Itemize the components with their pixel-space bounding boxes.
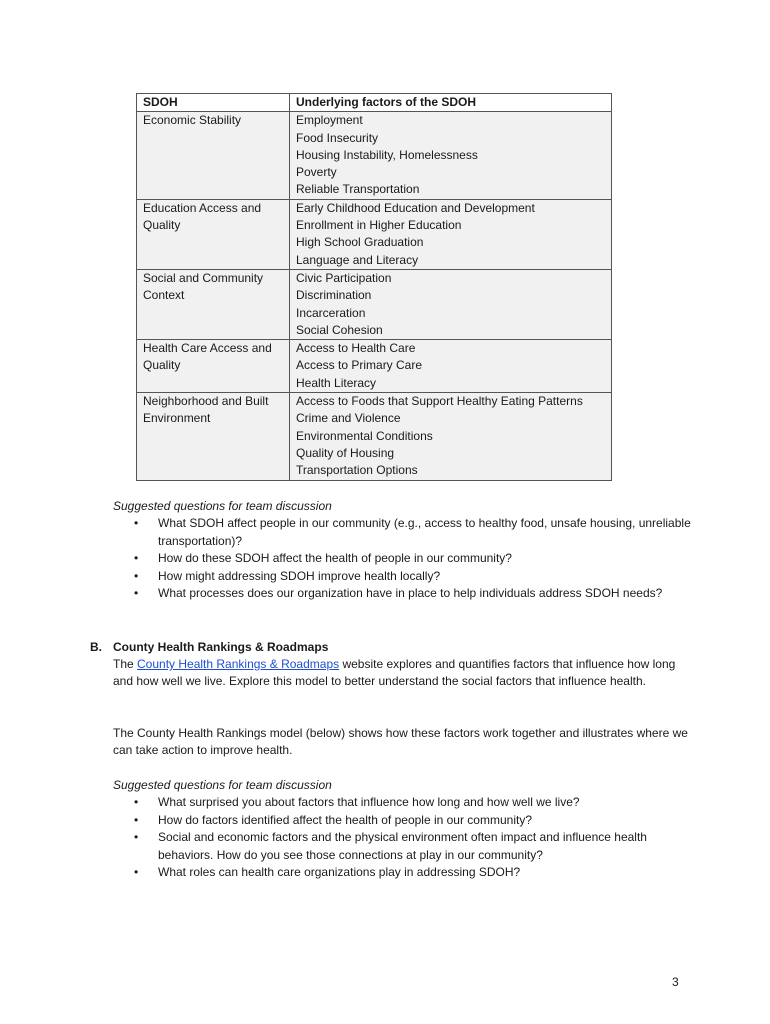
list-item: • What surprised you about factors that influence how long and how well we live?: [113, 794, 693, 811]
factor-list: [290, 112, 612, 199]
sdoh-name: Education Access and Quality: [137, 199, 290, 269]
header-underlying-factors: Underlying factors of the SDOH: [290, 94, 612, 112]
factor-item: Civic Participation: [296, 270, 392, 285]
section-letter: B.: [90, 640, 102, 654]
factor-item: Environmental Conditions: [296, 428, 433, 443]
factor-list: [290, 340, 612, 393]
list-item: • How do these SDOH affect the health of people in our community?: [113, 550, 693, 567]
factor-item: Employment: [296, 113, 363, 128]
county-health-rankings-link[interactable]: County Health Rankings & Roadmaps: [137, 657, 340, 671]
list-item: • What SDOH affect people in our community (e.g., access to healthy food, unsafe housing, unreliable transportation)?: [113, 515, 693, 550]
sdoh-name: Health Care Access and Quality: [137, 340, 290, 393]
sdoh-name: Neighborhood and Built Environment: [137, 393, 290, 480]
list-item: • What roles can health care organizations play in addressing SDOH?: [113, 864, 693, 881]
factor-item: Quality of Housing: [296, 445, 395, 460]
table-row: [137, 269, 612, 339]
sdoh-name: Social and Community Context: [137, 269, 290, 339]
factor-list: [290, 269, 612, 339]
table-row: [137, 393, 612, 480]
list-item: • How might addressing SDOH improve health locally?: [113, 568, 693, 585]
question-list: [113, 794, 693, 881]
table-row: [137, 199, 612, 269]
section-b-paragraph-2: The County Health Rankings model (below) shows how these factors work together and illustrates where we can take action to improve health.: [113, 726, 688, 758]
factor-item: High School Graduation: [296, 235, 424, 250]
factor-item: Health Literacy: [296, 375, 377, 390]
factor-item: Access to Foods that Support Healthy Eating Patterns: [296, 394, 583, 409]
factor-item: Language and Literacy: [296, 252, 419, 267]
sdoh-table: [136, 93, 612, 481]
discussion-section-2: [113, 777, 693, 881]
table-row: [137, 112, 612, 199]
discussion-heading: Suggested questions for team discussion: [113, 778, 332, 792]
factor-item: Incarceration: [296, 305, 366, 320]
section-b-heading: [90, 639, 328, 656]
sdoh-name: Economic Stability: [137, 112, 290, 199]
factor-item: Access to Health Care: [296, 341, 416, 356]
factor-list: [290, 199, 612, 269]
factor-item: Enrollment in Higher Education: [296, 218, 462, 233]
page-number: 3: [672, 975, 679, 989]
factor-list: [290, 393, 612, 480]
factor-item: Poverty: [296, 165, 337, 180]
section-b-paragraph-1: [113, 656, 693, 691]
factor-item: Access to Primary Care: [296, 358, 423, 373]
header-sdoh: SDOH: [137, 94, 290, 112]
question-list: [113, 515, 693, 602]
factor-item: Social Cohesion: [296, 322, 383, 337]
factor-item: Transportation Options: [296, 463, 418, 478]
factor-item: Discrimination: [296, 288, 372, 303]
table-row: [137, 340, 612, 393]
para-suffix: website explores and quantifies factors that influence how long and how well we live. Explore this model to better understand the social factors that influence health.: [113, 657, 676, 689]
list-item: • What processes does our organization have in place to help individuals address SDOH needs?: [113, 585, 693, 602]
para-prefix: The: [113, 657, 138, 671]
discussion-section-1: [113, 498, 693, 602]
factor-item: Early Childhood Education and Development: [296, 200, 535, 215]
section-title: County Health Rankings & Roadmaps: [113, 640, 329, 654]
table-header-row: [137, 94, 612, 112]
factor-item: Food Insecurity: [296, 130, 379, 145]
list-item: • How do factors identified affect the health of people in our community?: [113, 812, 693, 829]
factor-item: Reliable Transportation: [296, 182, 420, 197]
factor-item: Crime and Violence: [296, 411, 401, 426]
list-item: • Social and economic factors and the physical environment often impact and influence health behaviors. How do you see those connections at play in our community?: [113, 829, 693, 864]
discussion-heading: Suggested questions for team discussion: [113, 499, 332, 513]
factor-item: Housing Instability, Homelessness: [296, 147, 478, 162]
